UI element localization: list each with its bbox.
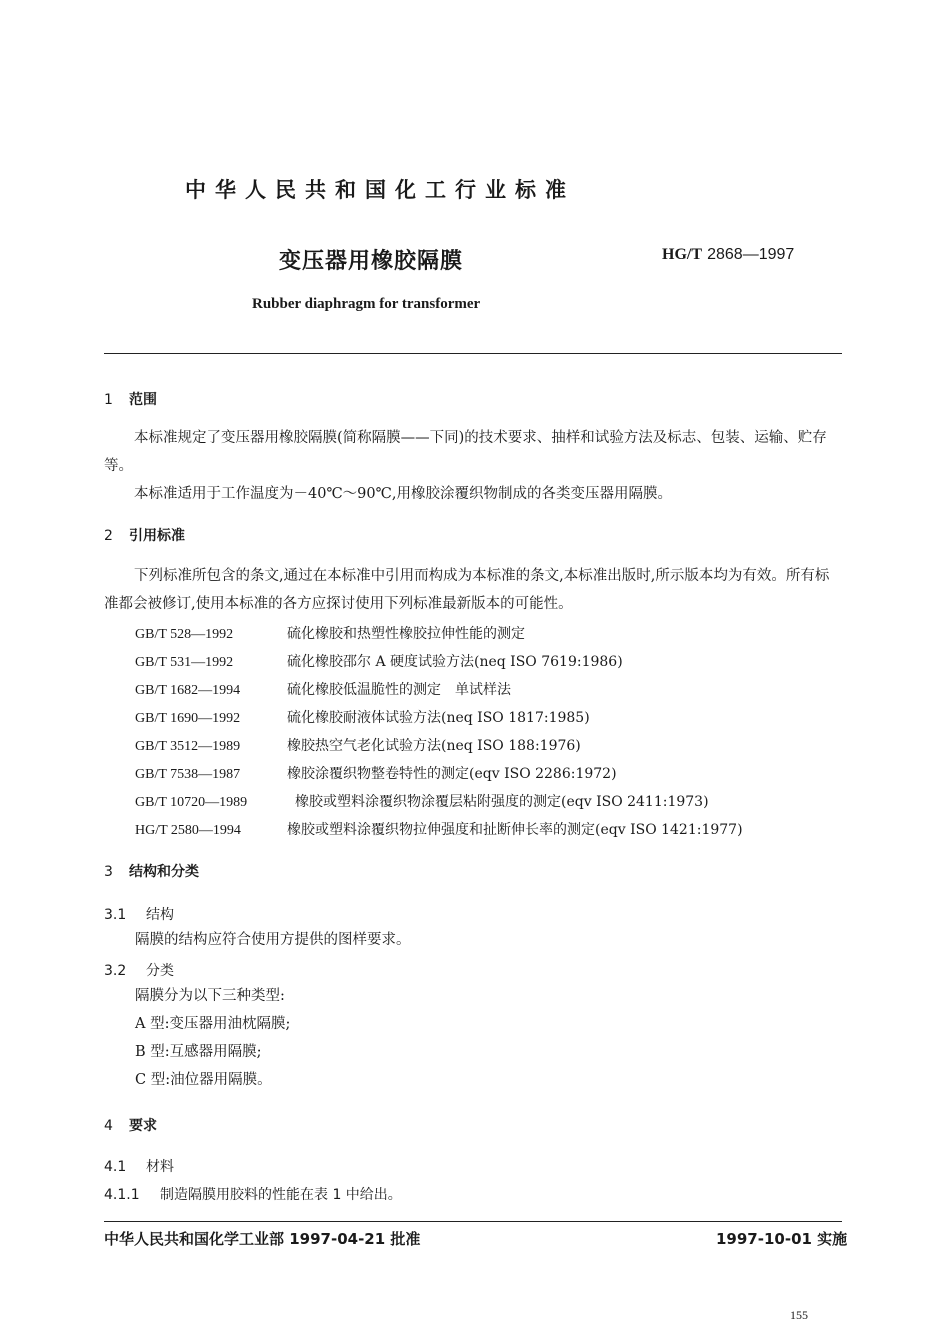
type-item: C 型:油位器用隔膜。	[135, 1072, 272, 1088]
classification-intro: 隔膜分为以下三种类型:	[135, 988, 285, 1004]
reference-code: HG/T 2580—1994	[135, 823, 241, 838]
reference-title: 橡胶或塑料涂覆织物拉伸强度和扯断伸长率的测定(eqv ISO 1421:1977)	[287, 822, 743, 838]
reference-code: GB/T 1690—1992	[135, 711, 241, 726]
section-number: 3	[104, 864, 113, 880]
section-title: 要求	[129, 1118, 157, 1134]
english-title: Rubber diaphragm for transformer	[252, 296, 481, 312]
type-item: B 型:互感器用隔膜;	[135, 1044, 262, 1060]
section-1-heading	[104, 389, 157, 409]
page-number: 155	[790, 1308, 808, 1322]
subsection-3-1-heading	[104, 904, 174, 924]
reference-item	[135, 707, 590, 727]
reference-item	[135, 679, 511, 699]
reference-code: GB/T 1682—1994	[135, 683, 241, 698]
section-number: 2	[104, 528, 113, 544]
section-3-heading	[104, 861, 199, 881]
section-2-heading	[104, 525, 185, 545]
subsection-text: 制造隔膜用胶料的性能在表 1 中给出。	[160, 1187, 402, 1203]
reference-code: GB/T 3512—1989	[135, 739, 241, 754]
subsection-number: 4.1.1	[104, 1187, 140, 1203]
subsection-4-1-heading	[104, 1156, 174, 1176]
implementation-date: 1997-10-01 实施	[716, 1230, 848, 1248]
reference-code: GB/T 528—1992	[135, 627, 234, 642]
reference-code: GB/T 531—1992	[135, 655, 234, 670]
subsection-title: 分类	[146, 963, 174, 979]
reference-title: 橡胶或塑料涂覆织物涂覆层粘附强度的测定(eqv ISO 2411:1973)	[295, 794, 709, 810]
reference-item	[135, 735, 581, 755]
standard-heading: 中华人民共和国化工行业标准	[185, 178, 575, 202]
header-divider	[104, 353, 842, 354]
subsection-number: 3.1	[104, 907, 127, 923]
subsection-title: 结构	[146, 907, 174, 923]
subsection-4-1-1	[104, 1184, 402, 1204]
section-1-paragraph-1: 本标准规定了变压器用橡胶隔膜(简称隔膜——下同)的技术要求、抽样和试验方法及标志、包装、运输、贮存等。	[104, 430, 827, 474]
reference-title: 硫化橡胶和热塑性橡胶拉伸性能的测定	[287, 626, 525, 642]
reference-item	[135, 763, 617, 783]
section-title: 范围	[129, 392, 157, 408]
section-1-paragraph-2: 本标准适用于工作温度为－40℃～90℃,用橡胶涂覆织物制成的各类变压器用隔膜。	[134, 486, 672, 502]
reference-title: 橡胶涂覆织物整卷特性的测定(eqv ISO 2286:1972)	[287, 766, 617, 782]
reference-title: 硫化橡胶邵尔 A 硬度试验方法(neq ISO 7619:1986)	[287, 654, 623, 670]
reference-title: 硫化橡胶低温脆性的测定 单试样法	[287, 682, 511, 698]
reference-item	[135, 651, 623, 671]
reference-item	[135, 791, 709, 811]
section-2-intro: 下列标准所包含的条文,通过在本标准中引用而构成为本标准的条文,本标准出版时,所示版本均为有效。所有标准都会被修订,使用本标准的各方应探讨使用下列标准最新版本的可能性。	[104, 568, 830, 612]
section-number: 1	[104, 392, 113, 408]
standard-code-number: 2868—1997	[707, 246, 795, 263]
type-item: A 型:变压器用油枕隔膜;	[135, 1016, 291, 1032]
footer-divider	[104, 1221, 842, 1222]
subsection-3-1-text: 隔膜的结构应符合使用方提供的图样要求。	[135, 932, 411, 948]
reference-code: GB/T 10720—1989	[135, 795, 248, 810]
subsection-title: 材料	[146, 1159, 174, 1175]
approval-line: 中华人民共和国化学工业部 1997-04-21 批准	[104, 1230, 421, 1248]
reference-code: GB/T 7538—1987	[135, 767, 241, 782]
section-title: 结构和分类	[129, 864, 199, 880]
document-title: 变压器用橡胶隔膜	[279, 249, 464, 274]
reference-title: 硫化橡胶耐液体试验方法(neq ISO 1817:1985)	[287, 710, 590, 726]
subsection-number: 3.2	[104, 963, 127, 979]
reference-item	[135, 819, 743, 839]
reference-item	[135, 623, 525, 643]
section-title: 引用标准	[129, 528, 185, 544]
standard-code	[662, 244, 794, 264]
standard-code-prefix: HG/T	[662, 246, 703, 263]
section-number: 4	[104, 1118, 113, 1134]
subsection-number: 4.1	[104, 1159, 127, 1175]
subsection-3-2-heading	[104, 960, 174, 980]
section-4-heading	[104, 1115, 157, 1135]
reference-title: 橡胶热空气老化试验方法(neq ISO 188:1976)	[287, 738, 581, 754]
